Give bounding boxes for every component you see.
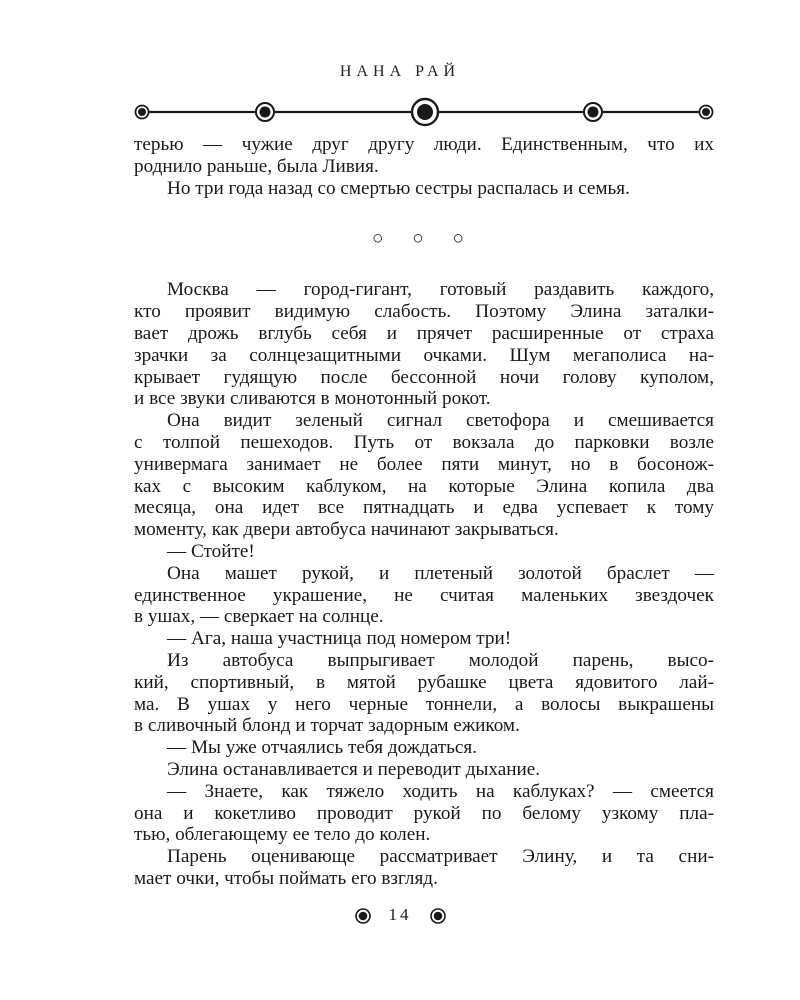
- text-line: единственное украшение, не считая маленьких звездочек: [134, 584, 714, 606]
- text-line: кий, спортивный, в мятой рубашке цвета ядовитого лай-: [134, 671, 714, 693]
- text-line: Элина останавливается и переводит дыхание.: [167, 758, 541, 780]
- ornament-dot-left-inner: [256, 103, 274, 121]
- section-break-ornament: ○ ○ ○: [372, 228, 476, 250]
- paragraph-1: [134, 134, 714, 178]
- text-line: в ушах, — сверкает на солнце.: [134, 606, 384, 628]
- ornament-dot-center: [412, 99, 438, 125]
- text-line: Но три года назад со смертью сестры распалась и семья.: [167, 177, 630, 199]
- text-line: — Мы уже отчаялись тебя дождаться.: [167, 737, 478, 759]
- text-line: моменту, как двери автобуса начинают закрываться.: [134, 519, 559, 541]
- paragraph-12: [134, 846, 714, 890]
- body-text: [134, 134, 714, 890]
- footer-dot-left: [355, 908, 371, 924]
- text-line: — Ага, наша участница под номером три!: [167, 628, 512, 650]
- text-line: Она видит зеленый сигнал светофора и смешивается: [167, 410, 714, 432]
- text-line: Она машет рукой, и плетеный золотой браслет —: [167, 562, 714, 584]
- ornament-dot-left-outer: [136, 106, 149, 119]
- text-line: универмага занимает не более пяти минут, но в босонож-: [134, 453, 714, 475]
- text-line: Москва — город-гигант, готовый раздавить каждого,: [167, 279, 714, 301]
- text-line: терью — чужие друг другу люди. Единственным, что их: [134, 134, 714, 155]
- text-line: роднило раньше, была Ливия.: [134, 155, 379, 177]
- paragraph-2: [134, 178, 714, 200]
- paragraph-10: [134, 759, 714, 781]
- header-ornament: [128, 96, 718, 128]
- paragraph-6: [134, 563, 714, 628]
- text-line: месяца, она идет все пятнадцать и едва успевает к тому: [134, 497, 714, 519]
- text-line: — Стойте!: [167, 540, 255, 562]
- paragraph-8: [134, 650, 714, 737]
- footer-dot-right: [430, 908, 446, 924]
- text-line: Из автобуса выпрыгивает молодой парень, высо-: [167, 649, 714, 671]
- paragraph-4: [134, 410, 714, 541]
- text-line: ках с высоким каблуком, на которые Элина копила два: [134, 475, 714, 497]
- text-line: тью, облегающему ее тело до колен.: [134, 824, 431, 846]
- text-line: в сливочный блонд и торчат задорным ежиком.: [134, 715, 520, 737]
- ornament-dot-right-inner: [584, 103, 602, 121]
- paragraph-3: [134, 279, 714, 410]
- paragraph-7: [134, 628, 714, 650]
- ornament-dot-right-outer: [700, 106, 713, 119]
- paragraph-11: [134, 781, 714, 846]
- text-line: мает очки, чтобы поймать его взгляд.: [134, 867, 438, 889]
- text-line: зрачки за солнцезащитными очками. Шум мегаполиса на-: [134, 344, 714, 366]
- page-number: 14: [388, 905, 412, 924]
- text-line: Парень оценивающе рассматривает Элину, и та сни-: [167, 846, 714, 868]
- text-line: с толпой пешеходов. Путь от вокзала до парковки возле: [134, 431, 714, 453]
- text-line: — Знаете, как тяжело ходить на каблуках? — смеется: [167, 780, 714, 802]
- running-head-author: НАНА РАЙ: [339, 63, 461, 80]
- page-footer: [0, 905, 800, 925]
- text-line: она и кокетливо проводит рукой по белому узкому пла-: [134, 802, 714, 824]
- text-line: ма. В ушах у него черные тоннели, а волосы выкрашены: [134, 693, 714, 715]
- text-line: и все звуки сливаются в монотонный рокот.: [134, 388, 491, 410]
- paragraph-9: [134, 737, 714, 759]
- text-line: кто проявит видимую слабость. Поэтому Элина заталки-: [134, 301, 714, 323]
- text-line: вает дрожь вглубь себя и прячет расширенные от страха: [134, 322, 714, 344]
- paragraph-5: [134, 541, 714, 563]
- text-line: крывает гудящую после бессонной ночи голову куполом,: [134, 366, 714, 388]
